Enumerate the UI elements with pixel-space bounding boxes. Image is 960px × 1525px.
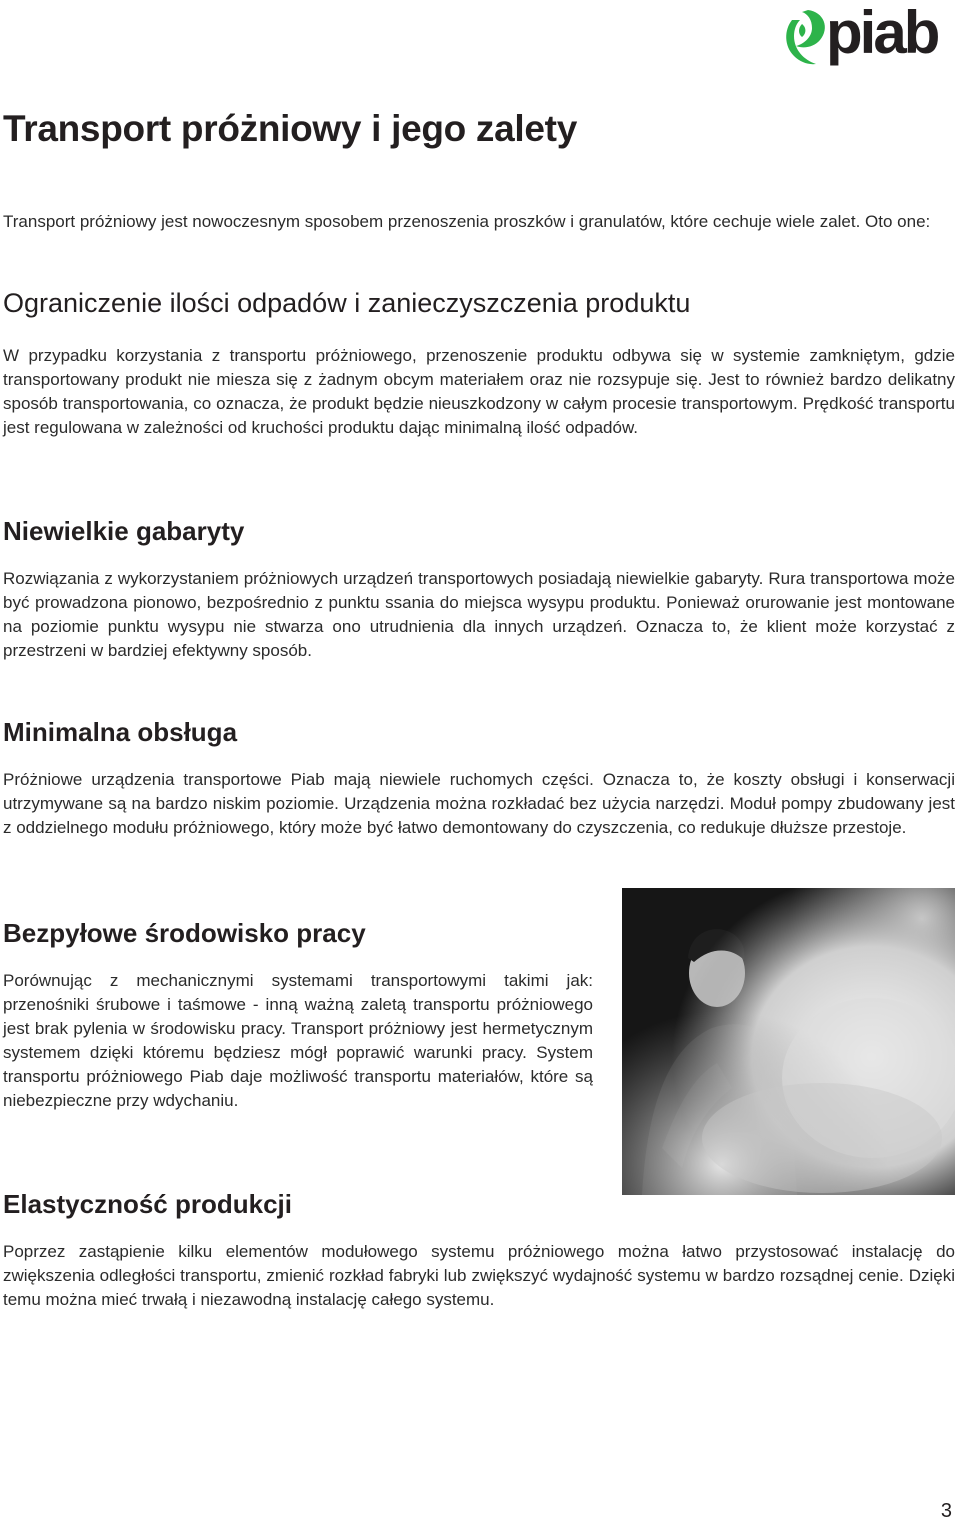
piab-swoosh-icon: [774, 4, 832, 68]
intro-paragraph: Transport próżniowy jest nowoczesnym sposobem przenoszenia proszków i granulatów, które cechuje wiele zalet. Oto one:: [3, 212, 931, 231]
heading-minimalna-obsluga: Minimalna obsługa: [3, 717, 238, 747]
worker-powder-photo: [622, 888, 955, 1195]
paragraph-elastycznosc-produkcji: Poprzez zastąpienie kilku elementów modułowego systemu próżniowego można łatwo przystosować instalację do zwiększenia odległości transportu, zmienić rozkład fabryki lub zwiększyć wydajność systemu w bardzo rozsądnej cenie. Dzięki temu można mieć trwałą i niezawodną instalację całego systemu.: [3, 1242, 955, 1309]
paragraph-ograniczenie-odpadow: W przypadku korzystania z transportu próżniowego, przenoszenie produktu odbywa się w systemie zamkniętym, gdzie transportowany produkt nie miesza się z żadnym obcym materiałem oraz nie rozsypuje się. Jest to również bardzo delikatny sposób transportowania, co oznacza, że produkt będzie nieuszkodzony w całym procesie transportowym. Prędkość transportu jest regulowana w zależności od kruchości produktu dając minimalną ilość odpadów.: [3, 346, 955, 437]
piab-logo: [774, 0, 952, 68]
heading-bezpylowe-srodowisko: Bezpyłowe środowisko pracy: [3, 918, 366, 948]
heading-ograniczenie-odpadow: Ograniczenie ilości odpadów i zanieczyszczenia produktu: [3, 288, 691, 318]
heading-niewielkie-gabaryty: Niewielkie gabaryty: [3, 516, 245, 546]
logo-wordmark: piab: [826, 0, 938, 66]
page-number: 3: [940, 1500, 952, 1522]
page-title: Transport próżniowy i jego zalety: [3, 108, 577, 149]
paragraph-minimalna-obsluga: Próżniowe urządzenia transportowe Piab mają niewiele ruchomych części. Oznacza to, że koszty obsługi i konserwacji utrzymywane są na bardzo niskim poziomie. Urządzenia można rozkładać bez użycia narzędzi. Moduł pompy zbudowany jest z oddzielnego modułu próżniowego, który może być łatwo demontowany do czyszczenia, co redukuje dłuższe przestoje.: [3, 770, 955, 837]
paragraph-bezpylowe-srodowisko: Porównując z mechanicznymi systemami transportowymi takimi jak: przenośniki śrubowe i taśmowe - inną ważną zaletą transportu próżniowego jest brak pylenia w środowisku pracy. Transport próżniowy jest hermetycznym systemem dzięki któremu będziesz mógł poprawić warunki pracy. System transportu próżniowego Piab daje możliwość transportu materiałów, które są niebezpieczne przy wdychaniu.: [3, 971, 593, 1110]
paragraph-niewielkie-gabaryty: Rozwiązania z wykorzystaniem próżniowych urządzeń transportowych posiadają niewielkie gabaryty. Rura transportowa może być prowadzona pionowo, bezpośrednio z punktu ssania do miejsca wysypu produktu. Ponieważ orurowanie jest montowane na poziomie punktu wysypu nie stwarza ono utrudnienia dla innych urządzeń. Oznacza to, że klient może korzystać z przestrzeni w bardziej efektywny sposób.: [3, 569, 955, 660]
heading-elastycznosc-produkcji: Elastyczność produkcji: [3, 1189, 292, 1219]
